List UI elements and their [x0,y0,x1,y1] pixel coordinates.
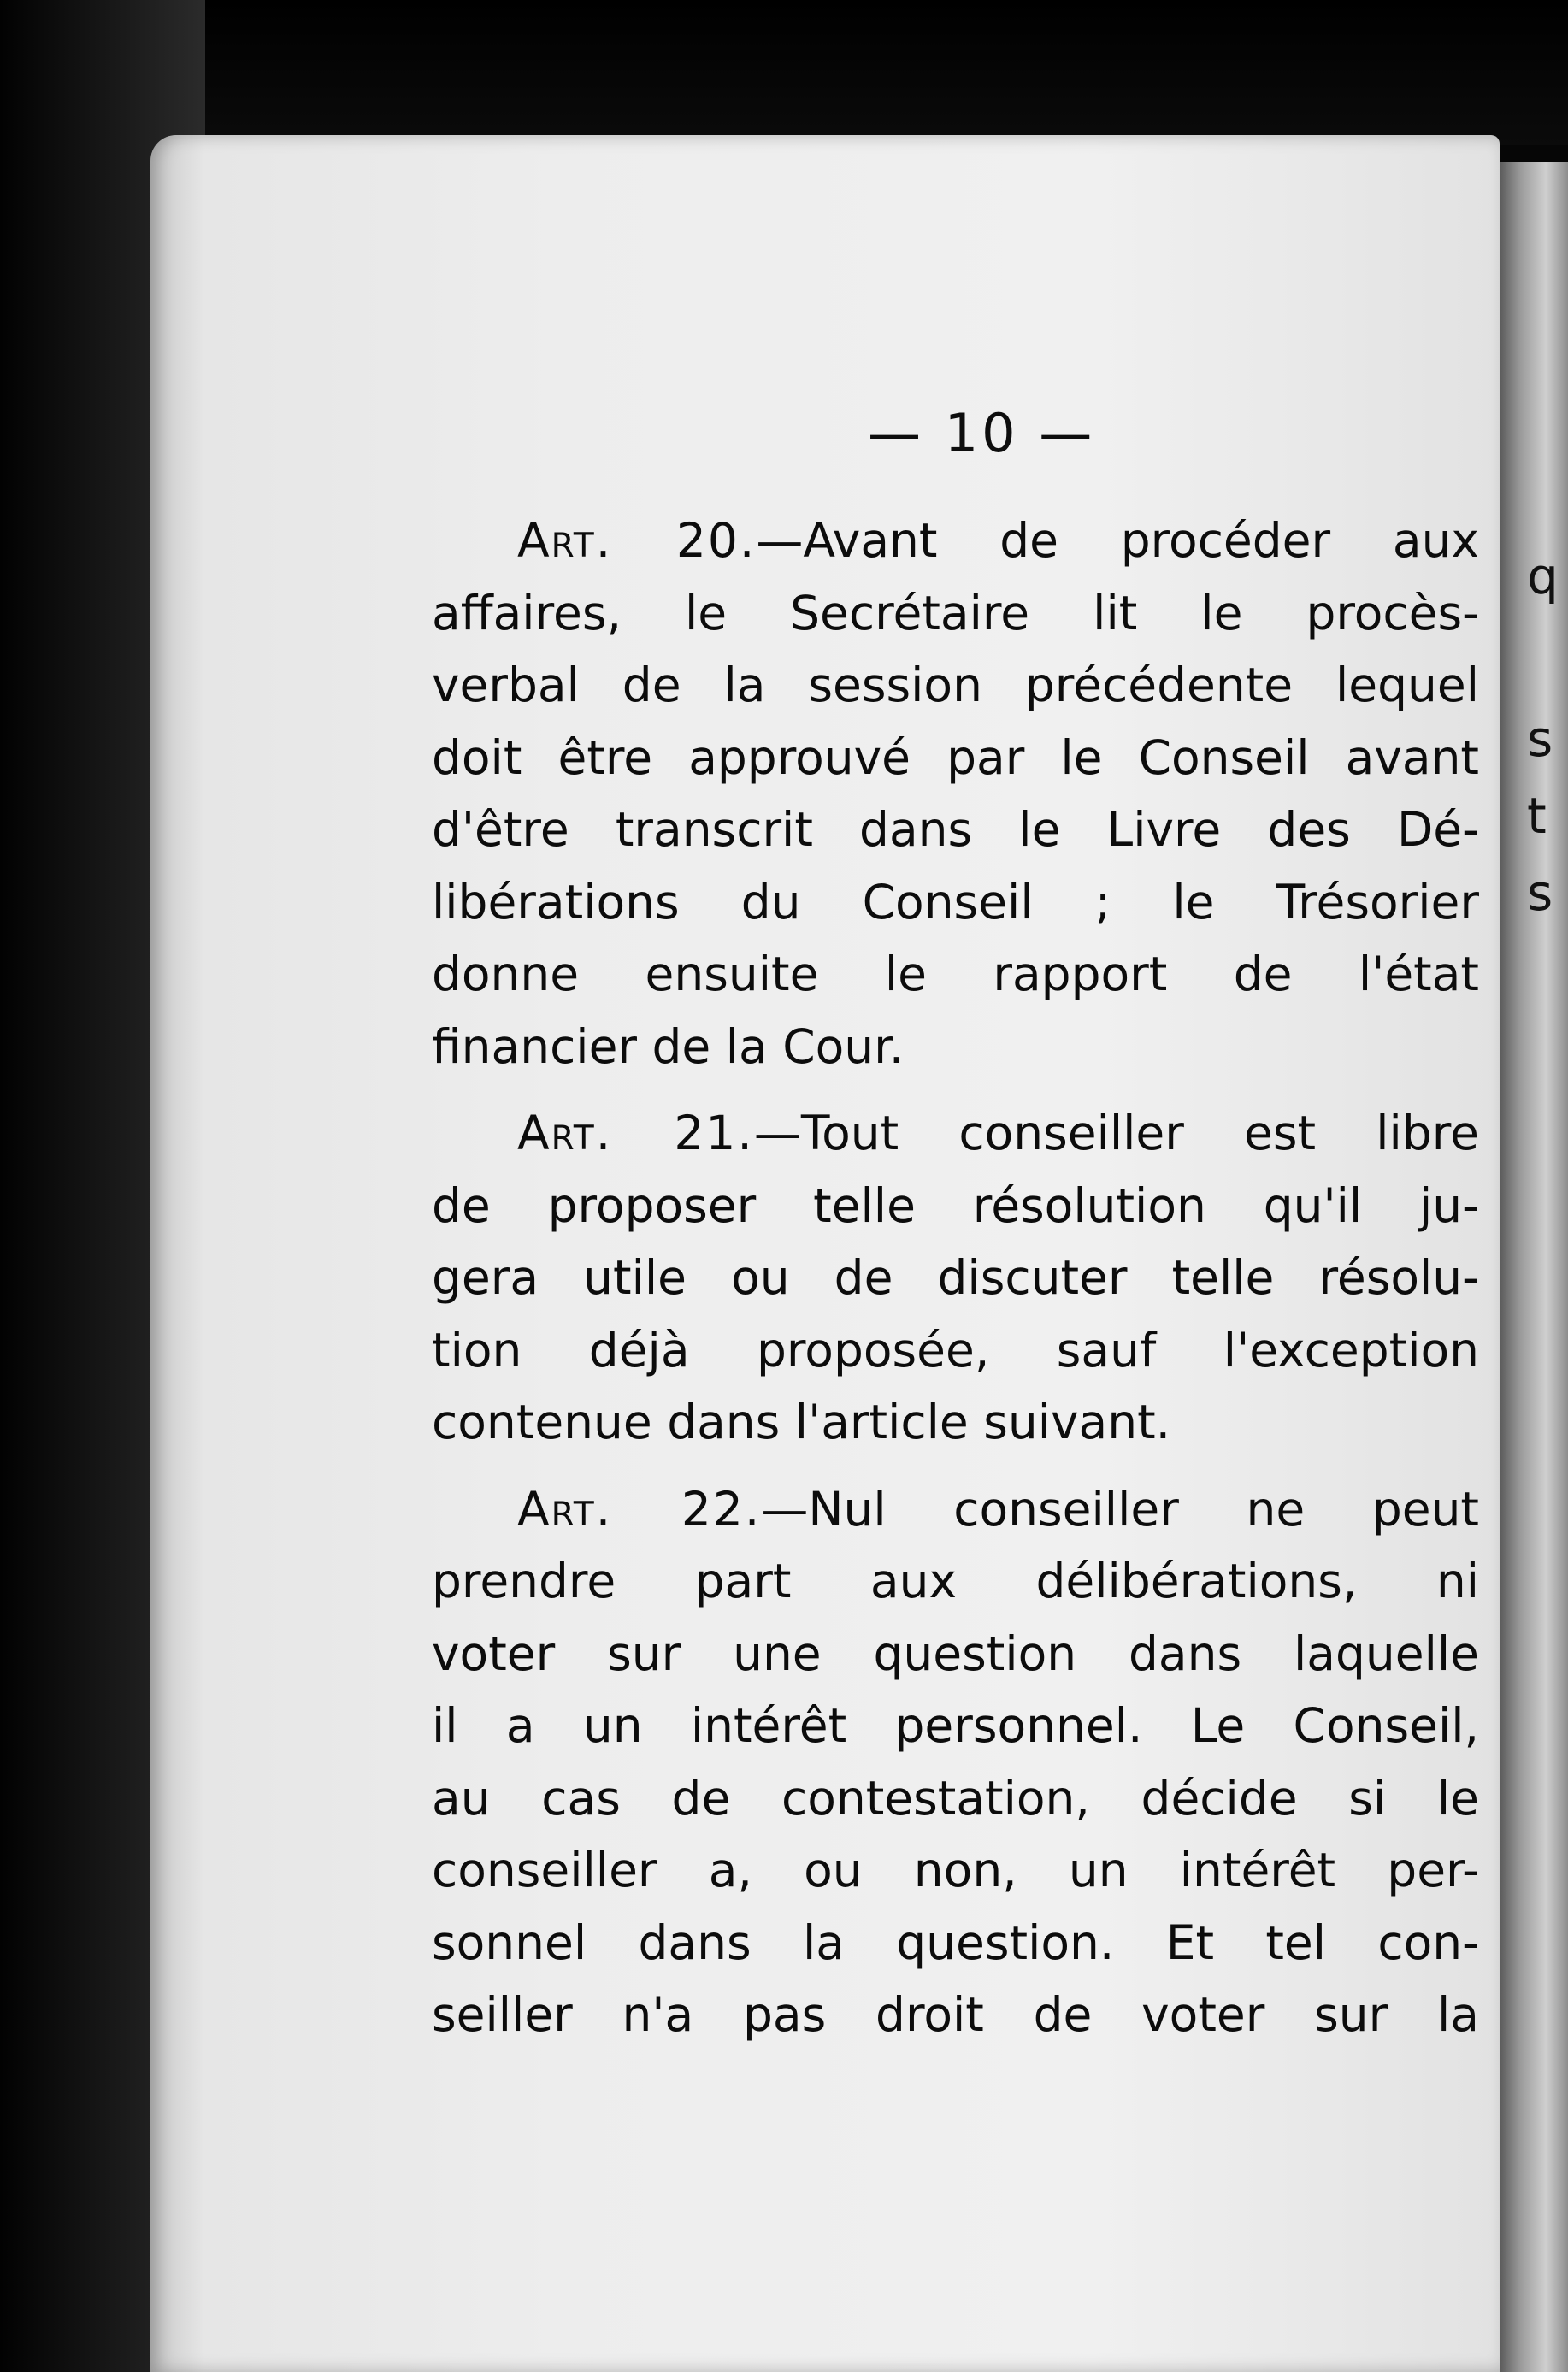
text-line: tion déjà proposée, sauf l'exception [432,1322,1479,1378]
text-line: au cas de contestation, décide si le [432,1770,1479,1826]
adjacent-page-edge [1494,162,1568,2372]
text-line: voter sur une question dans laquelle [432,1626,1479,1681]
text-line: affaires, le Secrétaire lit le procès- [432,585,1479,640]
article-20 [432,504,1479,1083]
text-line-content: —Nul conseiller ne peut [761,1481,1479,1537]
text-line: conseiller a, ou non, un intérêt per- [432,1843,1479,1897]
text-line: gera utile ou de discuter telle résolu- [432,1250,1479,1305]
text-line: contenue dans l'article suivant. [432,1395,1171,1449]
text-line [432,1473,1479,1546]
text-line: libérations du Conseil ; le Trésorier [432,874,1479,929]
text-line: financier de la Cour. [432,1018,905,1074]
text-line: verbal de la session précédente lequel [432,658,1479,712]
text-line: seiller n'a pas droit de voter sur la [432,1987,1479,2042]
adjacent-page-fragment: s [1527,864,1553,922]
page-body [432,504,1479,2051]
text-line: doit être approuvé par le Conseil avant [432,729,1479,785]
adjacent-page-fragment: s [1527,710,1553,768]
text-line: donne ensuite le rapport de l'état [432,947,1479,1001]
text-line: sonnel dans la question. Et tel con- [432,1915,1479,1970]
article-label: Art. 20. [517,513,757,568]
text-line: il a un intérêt personnel. Le Conseil, [432,1698,1479,1753]
text-line-content: —Avant de procéder aux [756,513,1479,568]
text-line: d'être transcrit dans le Livre des Dé- [432,802,1479,857]
text-line: prendre part aux délibérations, ni [432,1554,1479,1608]
article-22 [432,1473,1479,2051]
text-line: de proposer telle résolution qu'il ju- [432,1177,1479,1233]
page-number: — 10 — [868,402,1096,464]
text-line [432,504,1479,577]
adjacent-page-fragment: t [1527,787,1547,845]
text-line-content: —Tout conseiller est libre [753,1106,1479,1160]
text-line [432,1097,1479,1170]
adjacent-page-fragment: q [1527,547,1559,605]
article-21 [432,1097,1479,1459]
article-label: Art. 21. [517,1106,754,1160]
article-label: Art. 22. [517,1481,762,1537]
scan-border-top [0,0,1568,145]
